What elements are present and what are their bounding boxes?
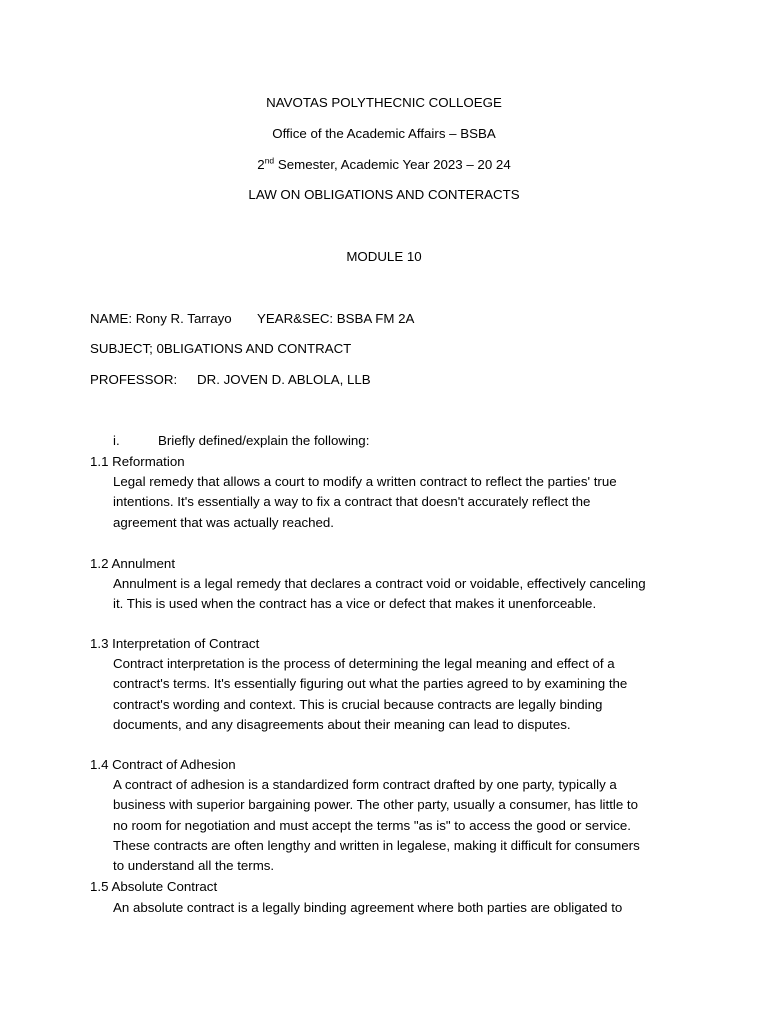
section-heading: 1.1 Reformation (90, 454, 185, 469)
section-body (113, 472, 673, 533)
section-heading: 1.5 Absolute Contract (90, 879, 218, 894)
professor-label: PROFESSOR: (90, 372, 178, 387)
section-heading: 1.2 Annulment (90, 556, 176, 571)
body-line: no room for negotiation and must accept the terms "as is" to access the good or service. (113, 817, 631, 833)
body-line: contract's wording and context. This is crucial because contracts are legally binding (113, 696, 603, 712)
body-line: documents, and any disagreements about their meaning can lead to disputes. (113, 716, 571, 732)
semester-line (0, 155, 768, 175)
body-line: Legal remedy that allows a court to modify a written contract to reflect the parties' true (113, 474, 617, 489)
body-line: contract's terms. It's essentially figuring out what the parties agreed to by examining the (113, 676, 628, 692)
instruction-numeral: i. (113, 433, 120, 448)
subject-line: SUBJECT; 0BLIGATIONS AND CONTRACT (90, 341, 352, 356)
professor-name: DR. JOVEN D. ABLOLA, LLB (197, 372, 371, 387)
course-title: LAW ON OBLIGATIONS AND CONTERACTS (248, 187, 520, 202)
body-line: it. This is used when the contract has a vice or defect that makes it unenforceable. (113, 596, 597, 612)
body-line: An absolute contract is a legally binding agreement where both parties are obligated to (113, 900, 623, 915)
section-heading: 1.4 Contract of Adhesion (90, 757, 236, 772)
section-heading: 1.3 Interpretation of Contract (90, 636, 260, 651)
office-line: Office of the Academic Affairs – BSBA (272, 126, 496, 141)
body-line: Annulment is a legal remedy that declares a contract void or voidable, effectively canceling (113, 576, 646, 591)
instruction-text: Briefly defined/explain the following: (158, 433, 370, 448)
semester-ordinal: nd (264, 155, 275, 166)
school-name: NAVOTAS POLYTHECNIC COLLOEGE (266, 95, 502, 110)
section-body (113, 574, 673, 615)
section-body (113, 775, 673, 876)
student-name: NAME: Rony R. Tarrayo (90, 311, 232, 326)
body-line: intentions. It's essentially a way to fix a contract that doesn't accurately reflect the (113, 494, 591, 510)
body-line: to understand all the terms. (113, 858, 275, 874)
body-line: business with superior bargaining power. The other party, usually a consumer, has little to (113, 797, 639, 813)
body-line: These contracts are often lengthy and written in legalese, making it difficult for consumers (113, 837, 640, 853)
semester-text: Semester, Academic Year 2023 – 20 24 (274, 157, 511, 172)
year-section: YEAR&SEC: BSBA FM 2A (257, 311, 415, 326)
body-line: A contract of adhesion is a standardized form contract drafted by one party, typically a (113, 777, 617, 792)
body-line: agreement that was actually reached. (113, 514, 335, 530)
module-title: MODULE 10 (346, 249, 422, 264)
semester-number: 2 (257, 157, 265, 172)
body-line: Contract interpretation is the process of determining the legal meaning and effect of a (113, 656, 615, 671)
section-body (113, 654, 673, 735)
section-body (113, 898, 673, 918)
